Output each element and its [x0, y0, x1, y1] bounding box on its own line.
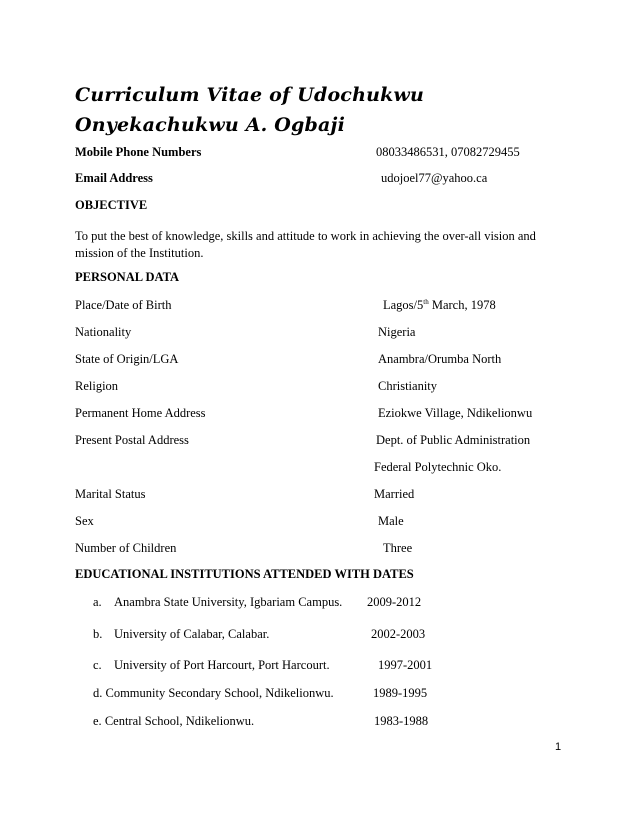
page-number: 1 — [555, 741, 562, 753]
birth-label: Place/Date of Birth — [75, 298, 172, 312]
home-address-label: Permanent Home Address — [75, 406, 206, 420]
education-item-marker: d. — [93, 686, 103, 700]
children-label: Number of Children — [75, 541, 177, 555]
education-heading: EDUCATIONAL INSTITUTIONS ATTENDED WITH DATES — [75, 567, 414, 581]
education-item-dates: 1983-1988 — [374, 714, 429, 728]
education-item-marker: b. — [93, 627, 103, 641]
birth-value-place: Lagos/5 — [383, 298, 424, 312]
education-item-marker: c. — [93, 658, 102, 672]
education-item-marker: e. — [93, 714, 102, 728]
state-origin-label: State of Origin/LGA — [75, 352, 179, 366]
postal-address-label: Present Postal Address — [75, 433, 189, 447]
email-label: Email Address — [75, 171, 153, 185]
education-item-name: Central School, Ndikelionwu. — [104, 714, 255, 728]
religion-label: Religion — [75, 379, 119, 393]
education-item-name: Community Secondary School, Ndikelionwu. — [105, 686, 334, 700]
cv-title: Curriculum Vitae of Udochukwu Onyekachukwu A. Ogbaji — [75, 84, 425, 136]
postal-address-value-line2: Federal Polytechnic Oko. — [374, 460, 502, 474]
children-value: Three — [383, 541, 413, 555]
personal-data-heading: PERSONAL DATA — [75, 270, 180, 284]
home-address-value: Eziokwe Village, Ndikelionwu — [378, 406, 533, 420]
birth-value — [383, 298, 496, 313]
birth-value-date: March, 1978 — [428, 298, 496, 312]
phone-label: Mobile Phone Numbers — [75, 145, 202, 159]
education-item-dates: 2002-2003 — [371, 627, 426, 641]
state-origin-value: Anambra/Orumba North — [378, 352, 502, 366]
education-item-marker: a. — [93, 595, 102, 609]
education-item-name: University of Port Harcourt, Port Harcourt. — [114, 658, 330, 672]
sex-value: Male — [378, 514, 404, 528]
education-item-name: Anambra State University, Igbariam Campus. — [114, 595, 343, 609]
phone-value: 08033486531, 07082729455 — [376, 145, 520, 159]
education-item-dates: 2009-2012 — [367, 595, 422, 609]
education-item-d — [93, 686, 334, 701]
marital-status-label: Marital Status — [75, 487, 146, 501]
objective-heading: OBJECTIVE — [75, 198, 148, 212]
objective-text: To put the best of knowledge, skills and attitude to work in achieving the over-all vision and mission of the Institution. — [75, 229, 536, 260]
nationality-value: Nigeria — [378, 325, 416, 339]
education-item-dates: 1989-1995 — [373, 686, 428, 700]
birth-value-ordinal: th — [423, 297, 429, 306]
education-item-e — [93, 714, 254, 729]
sex-label: Sex — [75, 514, 94, 528]
postal-address-value: Dept. of Public Administration — [376, 433, 531, 447]
nationality-label: Nationality — [75, 325, 132, 339]
marital-status-value: Married — [374, 487, 415, 501]
email-value: udojoel77@yahoo.ca — [381, 171, 488, 185]
education-item-dates: 1997-2001 — [378, 658, 433, 672]
education-item-name: University of Calabar, Calabar. — [114, 627, 270, 641]
religion-value: Christianity — [378, 379, 438, 393]
